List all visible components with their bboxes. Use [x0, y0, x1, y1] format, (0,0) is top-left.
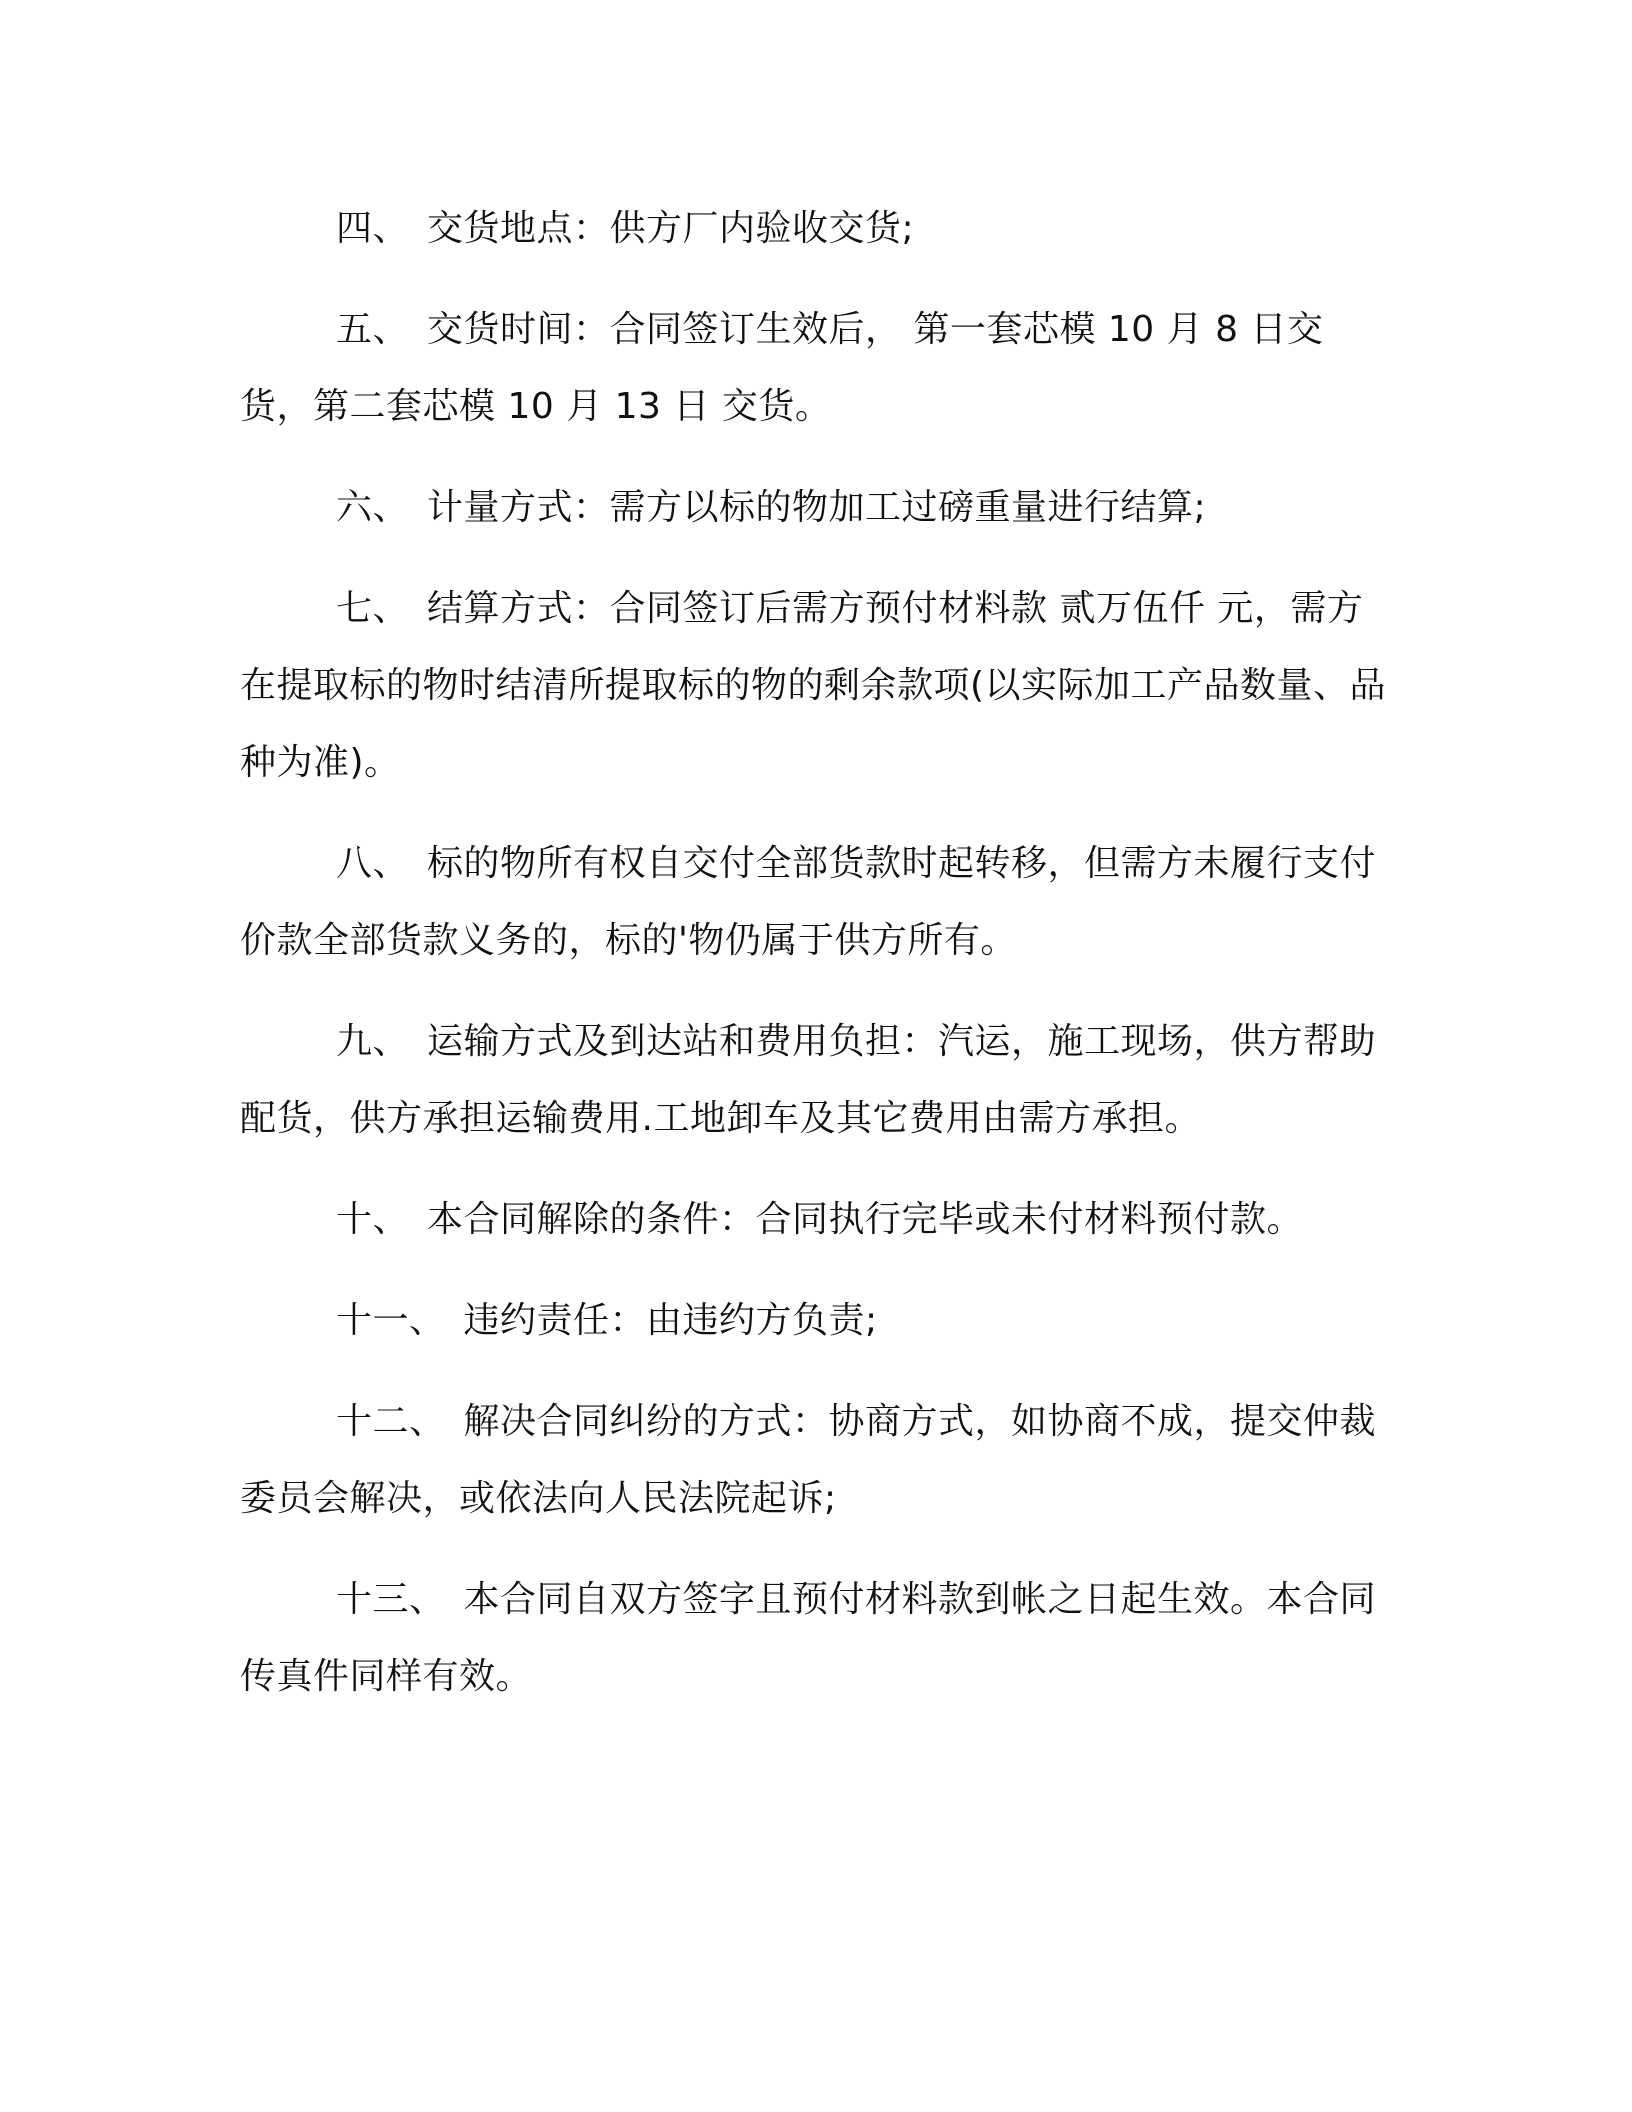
clause-text: 本合同解除的条件：合同执行完毕或未付材料预付款。 — [427, 1199, 1304, 1240]
clause-text: 计量方式：需方以标的物加工过磅重量进行结算; — [427, 487, 1207, 528]
clause-12 — [240, 1383, 1390, 1537]
clause-number: 九、 — [336, 1021, 410, 1062]
clause-text: 解决合同纠纷的方式：协商方式，如协商不成，提交仲裁委员会解决，或依法向人民法院起诉; — [240, 1401, 1377, 1519]
clause-number: 六、 — [336, 487, 410, 528]
clause-9 — [240, 1003, 1390, 1157]
clause-6 — [240, 469, 1390, 546]
clause-text: 交货时间：合同签订生效后， 第一套芯模 10 月 8 日交货，第二套芯模 10 月 13 日 交货。 — [240, 309, 1324, 427]
clause-text: 标的物所有权自交付全部货款时起转移，但需方未履行支付价款全部货款义务的，标的'物仍属于供方所有。 — [240, 843, 1377, 961]
clause-7 — [240, 570, 1390, 801]
clause-number: 十三、 — [336, 1579, 446, 1620]
clause-number: 十二、 — [336, 1401, 446, 1442]
clause-number: 四、 — [336, 208, 410, 249]
clause-number: 十一、 — [336, 1300, 446, 1341]
clause-text: 违约责任：由违约方负责; — [463, 1300, 878, 1341]
clause-number: 七、 — [336, 588, 410, 629]
clause-8 — [240, 825, 1390, 979]
clause-text: 结算方式：合同签订后需方预付材料款 贰万伍仟 元，需方在提取标的物时结清所提取标的物的剩余款项(以实际加工产品数量、品种为准)。 — [240, 588, 1387, 783]
clause-text: 交货地点：供方厂内验收交货; — [427, 208, 915, 249]
clause-text: 运输方式及到达站和费用负担：汽运，施工现场，供方帮助配货，供方承担运输费用.工地卸车及其它费用由需方承担。 — [240, 1021, 1377, 1139]
clause-13 — [240, 1561, 1390, 1715]
clause-5 — [240, 291, 1390, 445]
clause-11 — [240, 1282, 1390, 1359]
clause-number: 八、 — [336, 843, 410, 884]
clause-number: 十、 — [336, 1199, 410, 1240]
clause-number: 五、 — [336, 309, 410, 350]
clause-10 — [240, 1181, 1390, 1258]
clause-4 — [240, 190, 1390, 267]
clause-text: 本合同自双方签字且预付材料款到帐之日起生效。本合同传真件同样有效。 — [240, 1579, 1377, 1697]
contract-body — [240, 190, 1390, 1739]
